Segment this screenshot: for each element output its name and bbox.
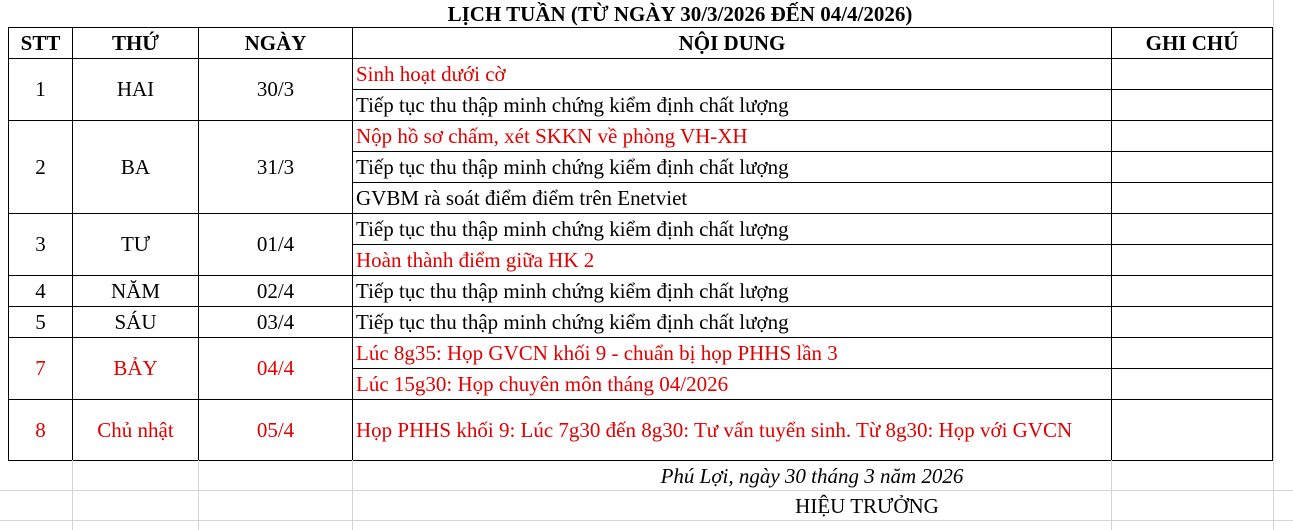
content-cell: Hoàn thành điểm giữa HK 2	[353, 245, 1112, 276]
date-cell: 04/4	[199, 338, 353, 400]
table-row	[9, 121, 1273, 152]
header-ghi-chu: GHI CHÚ	[1112, 28, 1273, 59]
date-cell: 01/4	[199, 214, 353, 276]
stt-cell: 3	[9, 214, 73, 276]
note-cell	[1112, 338, 1273, 369]
stt-cell: 8	[9, 400, 73, 461]
schedule-title: LỊCH TUẦN (TỪ NGÀY 30/3/2026 ĐẾN 04/4/2026)	[447, 2, 913, 26]
content-cell: Lúc 15g30: Họp chuyên môn tháng 04/2026	[353, 369, 1112, 400]
day-cell: BA	[73, 121, 199, 214]
content-cell: Tiếp tục thu thập minh chứng kiểm định chất lượng	[353, 90, 1112, 121]
stt-cell: 7	[9, 338, 73, 400]
date-cell: 31/3	[199, 121, 353, 214]
note-cell	[1112, 90, 1273, 121]
stt-cell: 1	[9, 59, 73, 121]
header-thu: THỨ	[73, 28, 199, 59]
footer-signature-title: HIỆU TRƯỞNG	[795, 494, 939, 518]
note-cell	[1112, 400, 1273, 461]
note-cell	[1112, 121, 1273, 152]
note-cell	[1112, 214, 1273, 245]
stt-cell: 5	[9, 307, 73, 338]
content-cell: Nộp hồ sơ chấm, xét SKKN về phòng VH-XH	[353, 121, 1112, 152]
header-row	[9, 28, 1273, 59]
footer-date-line: Phú Lợi, ngày 30 tháng 3 năm 2026	[660, 464, 964, 488]
table-row	[9, 214, 1273, 245]
stt-cell: 4	[9, 276, 73, 307]
note-cell	[1112, 245, 1273, 276]
day-cell: SÁU	[73, 307, 199, 338]
content-cell: Họp PHHS khối 9: Lúc 7g30 đến 8g30: Tư vấn tuyển sinh. Từ 8g30: Họp với GVCN	[353, 400, 1112, 461]
content-cell: Tiếp tục thu thập minh chứng kiểm định chất lượng	[353, 152, 1112, 183]
note-cell	[1112, 276, 1273, 307]
table-row	[9, 59, 1273, 90]
stt-cell: 2	[9, 121, 73, 214]
weekly-schedule-table	[8, 27, 1273, 461]
day-cell: BẢY	[73, 338, 199, 400]
content-cell: Tiếp tục thu thập minh chứng kiểm định chất lượng	[353, 307, 1112, 338]
content-cell: Tiếp tục thu thập minh chứng kiểm định chất lượng	[353, 214, 1112, 245]
content-cell: Lúc 8g35: Họp GVCN khối 9 - chuẩn bị họp PHHS lần 3	[353, 338, 1112, 369]
note-cell	[1112, 307, 1273, 338]
grid-line	[1273, 0, 1274, 530]
date-cell: 05/4	[199, 400, 353, 461]
note-cell	[1112, 152, 1273, 183]
day-cell: Chủ nhật	[73, 400, 199, 461]
table-row	[9, 276, 1273, 307]
content-cell: Sinh hoạt dưới cờ	[353, 59, 1112, 90]
day-cell: NĂM	[73, 276, 199, 307]
date-cell: 03/4	[199, 307, 353, 338]
note-cell	[1112, 369, 1273, 400]
note-cell	[1112, 183, 1273, 214]
table-row	[9, 307, 1273, 338]
date-cell: 02/4	[199, 276, 353, 307]
content-cell: GVBM rà soát điểm điểm trên Enetviet	[353, 183, 1112, 214]
day-cell: HAI	[73, 59, 199, 121]
header-ngay: NGÀY	[199, 28, 353, 59]
date-cell: 30/3	[199, 59, 353, 121]
note-cell	[1112, 59, 1273, 90]
header-stt: STT	[9, 28, 73, 59]
day-cell: TƯ	[73, 214, 199, 276]
table-row	[9, 400, 1273, 461]
schedule-body	[9, 59, 1273, 461]
content-cell: Tiếp tục thu thập minh chứng kiểm định chất lượng	[353, 276, 1112, 307]
header-noi-dung: NỘI DUNG	[353, 28, 1112, 59]
table-row	[9, 338, 1273, 369]
